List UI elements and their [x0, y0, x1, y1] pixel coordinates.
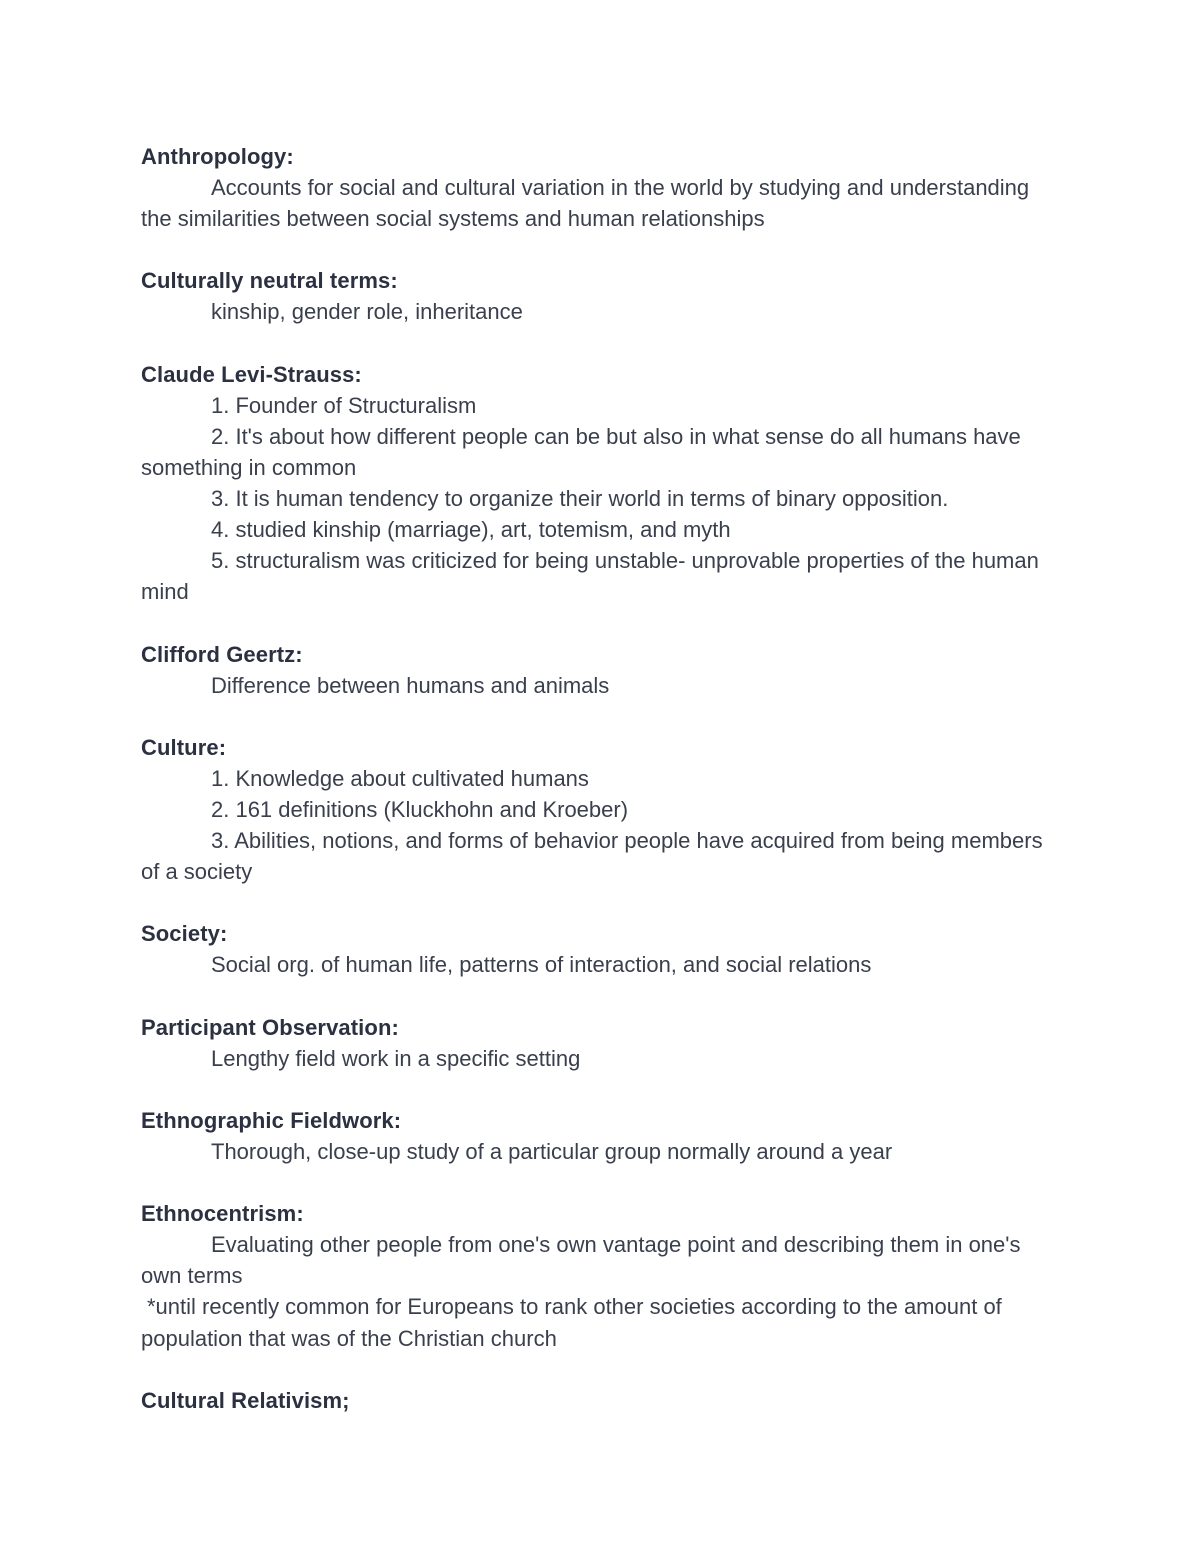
section-ethnographic-fieldwork: [141, 1105, 1061, 1167]
list-item: 3. It is human tendency to organize their world in terms of binary opposition.: [211, 486, 949, 512]
term-heading: Claude Levi-Strauss:: [141, 361, 362, 387]
section-clifford-geertz: [141, 639, 1061, 701]
definition-line: Lengthy field work in a specific setting: [211, 1045, 581, 1071]
section-anthropology: [141, 141, 1061, 234]
section-society: [141, 918, 1061, 980]
section-claude-levi-strauss: [141, 359, 1061, 608]
document-page: [141, 141, 1061, 1416]
definition-line: Difference between humans and animals: [211, 672, 610, 698]
section-participant-observation: [141, 1012, 1061, 1074]
term-heading: Ethnographic Fieldwork:: [141, 1107, 402, 1133]
definition-line: kinship, gender role, inheritance: [211, 299, 523, 325]
list-item: 2. It's about how different people can be but also in what sense do all humans have something in common: [141, 423, 1021, 480]
note-line: *until recently common for Europeans to rank other societies according to the amount of population that was of the Christian church: [141, 1294, 1002, 1351]
term-heading: Culturally neutral terms:: [141, 268, 398, 294]
definition-line: Accounts for social and cultural variation in the world by studying and understanding the similarities between social systems and human relationships: [141, 175, 1030, 232]
list-item: 1. Knowledge about cultivated humans: [211, 765, 589, 791]
list-item: 4. studied kinship (marriage), art, totemism, and myth: [211, 517, 731, 543]
section-culturally-neutral-terms: [141, 265, 1061, 327]
term-heading: Clifford Geertz:: [141, 641, 303, 667]
term-heading: Ethnocentrism:: [141, 1201, 304, 1227]
list-item: 5. structuralism was criticized for being unstable- unprovable properties of the human mind: [141, 548, 1039, 605]
definition-line: Social org. of human life, patterns of interaction, and social relations: [211, 952, 872, 978]
section-ethnocentrism: [141, 1198, 1061, 1353]
term-heading: Anthropology:: [141, 144, 294, 169]
list-item: 1. Founder of Structuralism: [211, 392, 477, 418]
section-culture: [141, 732, 1061, 887]
term-heading: Society:: [141, 921, 228, 947]
list-item: 3. Abilities, notions, and forms of behavior people have acquired from being members of a society: [141, 828, 1043, 885]
term-heading: Culture:: [141, 734, 227, 760]
definition-line: Evaluating other people from one's own vantage point and describing them in one's own terms: [141, 1232, 1021, 1289]
definition-line: Thorough, close-up study of a particular group normally around a year: [211, 1139, 893, 1164]
section-cultural-relativism: [141, 1385, 1061, 1416]
list-item: 2. 161 definitions (Kluckhohn and Kroeber): [211, 796, 629, 822]
term-heading: Participant Observation:: [141, 1014, 399, 1040]
term-heading: Cultural Relativism;: [141, 1387, 350, 1413]
